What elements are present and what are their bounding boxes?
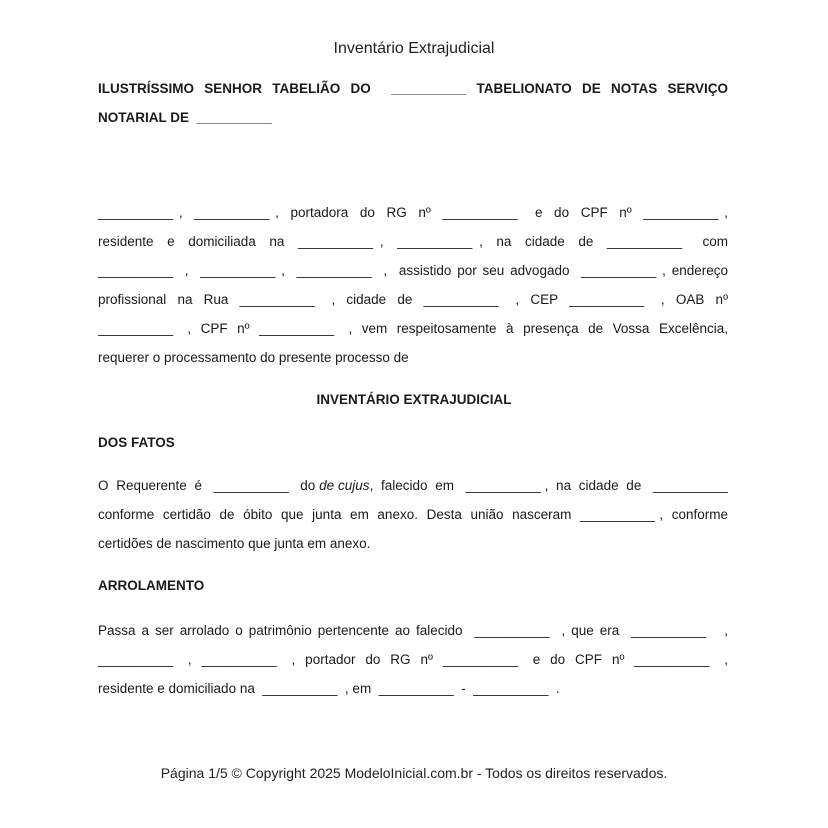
- paragraph-line: requerer o processamento do presente processo de: [98, 350, 409, 365]
- paragraph-line: __________ , __________ , portador do RG nº __________ e do CPF nº __________ ,: [98, 652, 728, 667]
- paragraph-line: Passa a ser arrolado o patrimônio pertencente ao falecido __________ , que era __________ ,: [98, 623, 728, 638]
- addressee-block: [98, 74, 728, 132]
- section-heading-facts: DOS FATOS: [98, 435, 175, 450]
- paragraph-line: __________ , __________ , __________ , assistido por seu advogado __________ , endereço: [98, 263, 728, 278]
- facts-paragraph: [98, 471, 728, 558]
- page-footer: Página 1/5 © Copyright 2025 ModeloInicial.com.br - Todos os direitos reservados.: [160, 765, 668, 781]
- addressee-line: ILUSTRÍSSIMO SENHOR TABELIÃO DO __________ TABELIONATO DE NOTAS SERVIÇO: [98, 81, 728, 96]
- paragraph-line: certidões de nascimento que junta em anexo.: [98, 536, 371, 551]
- arrolamento-paragraph: [98, 616, 728, 703]
- paragraph-line: profissional na Rua __________ , cidade de __________ , CEP __________ , OAB nº: [98, 292, 728, 307]
- paragraph-line: __________ , CPF nº __________ , vem respeitosamente à presença de Vossa Excelência,: [98, 321, 728, 336]
- document-heading: INVENTÁRIO EXTRAJUDICIAL: [316, 392, 512, 407]
- paragraph-line: O Requerente é __________ do de cujus, falecido em __________ , na cidade de __________: [98, 478, 728, 493]
- page-title: Inventário Extrajudicial: [333, 40, 495, 57]
- paragraph-line: residente e domiciliada na __________ , __________ , na cidade de __________ com: [98, 234, 728, 249]
- addressee-line: NOTARIAL DE __________: [98, 110, 272, 125]
- latin-term: de cujus: [319, 478, 370, 493]
- section-heading-arrolamento: ARROLAMENTO: [98, 578, 205, 593]
- paragraph-line: conforme certidão de óbito que junta em anexo. Desta união nasceram __________ , conforme: [98, 507, 728, 522]
- intro-paragraph: [98, 198, 728, 372]
- paragraph-line: __________ , __________ , portadora do RG nº __________ e do CPF nº __________ ,: [98, 205, 728, 220]
- paragraph-line: residente e domiciliado na __________ , em __________ - __________ .: [98, 681, 560, 696]
